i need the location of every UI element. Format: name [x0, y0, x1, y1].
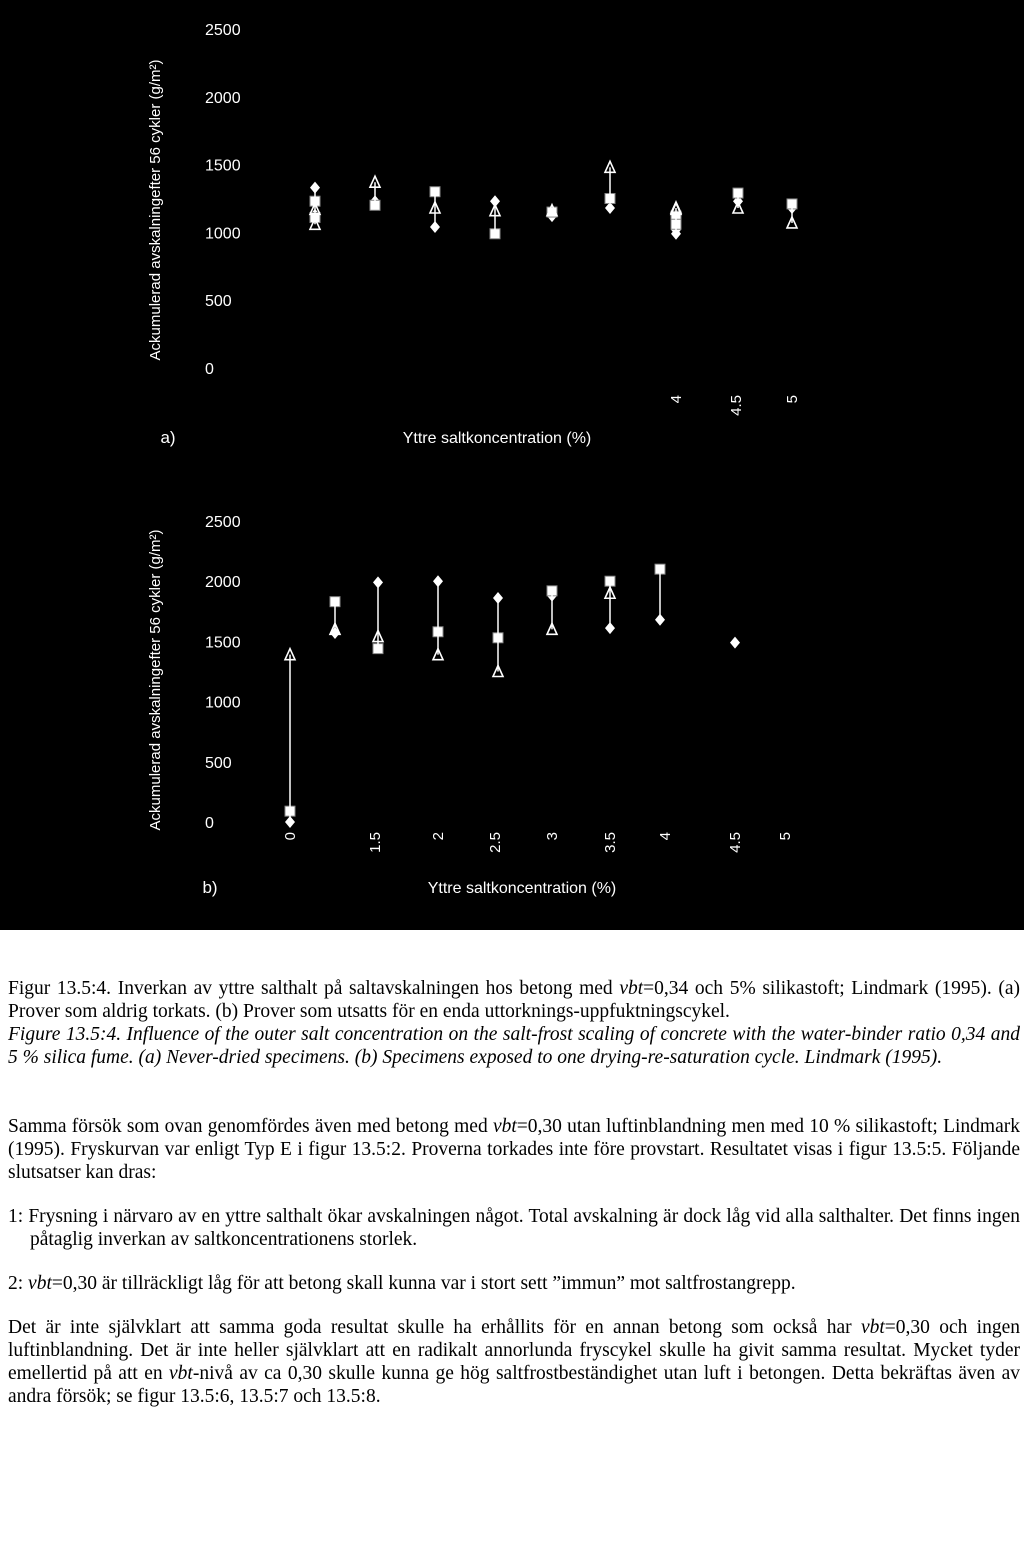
panel-a [147, 22, 801, 447]
caption-sv-vbt: vbt [619, 978, 644, 999]
item2-a: 2: [8, 1273, 29, 1294]
x-tick-label: 2 [430, 832, 447, 841]
x-tick-label: 4 [668, 395, 685, 404]
paragraph-1 [8, 1115, 1020, 1184]
y-tick-label: 2500 [205, 22, 241, 39]
x-tick-label: 1.5 [367, 832, 384, 853]
caption-sv-text: Inverkan av yttre salthalt på saltavskalningen hos betong med [117, 978, 613, 999]
x-tick-label: 4.5 [728, 395, 745, 416]
item2-b: =0,30 är tillräckligt låg för att betong skall kunna var i stort sett ”immun” mot saltfrostangrepp. [51, 1273, 796, 1294]
p2-b: =0,30 och ingen luftinblandning. Det är inte heller självklart att en radikalt annorlunda fryscykel skulle ha givit samma resultat. Mycket tyder emellertid på att en [8, 1317, 1020, 1384]
y-tick-label: 1000 [205, 225, 241, 243]
panel-label: b) [202, 878, 218, 897]
paragraph-2 [8, 1316, 1020, 1408]
caption-sv-text2: =0,34 och 5% silikastoft; Lindmark (1995). (a) Prover som aldrig torkats. (b) Prover som utsatts för en enda uttorknings-uppfuktningscykel. [8, 978, 1020, 1022]
p1-a: Samma försök som ovan genomfördes även med betong med [8, 1116, 493, 1137]
panel-label: a) [160, 428, 176, 447]
caption-swedish [8, 977, 1020, 1023]
list-item-1: 1: Frysning i närvaro av en yttre salthalt ökar avskalningen något. Total avskalning är dock låg vid alla salthalter. Det finns ingen påtaglig inverkan av saltkoncentrationens storlek. [8, 1206, 1020, 1250]
y-tick-label: 1500 [205, 634, 241, 652]
y-tick-label: 0 [205, 815, 214, 832]
y-tick-label: 2000 [205, 89, 241, 107]
text-block [8, 977, 1020, 1408]
y-tick-label: 2500 [205, 514, 241, 531]
y-tick-label: 0 [205, 361, 214, 378]
x-axis-label: Yttre saltkoncentration (%) [427, 880, 617, 897]
x-tick-label: 3 [544, 832, 561, 841]
y-tick-label: 500 [205, 293, 232, 311]
x-tick-label: 5 [777, 832, 794, 841]
p2-vbt-1: vbt [860, 1317, 885, 1338]
x-tick-label: 4.5 [727, 832, 744, 853]
y-tick-label: 2000 [205, 574, 241, 592]
caption-english: Figure 13.5:4. Influence of the outer salt concentration on the salt-frost scaling of concrete with the water-binder ratio 0,34 and 5 % silica fume. (a) Never-dried specimens. (b) Specimens exposed to one drying-re-saturation cycle. Lindmark (1995). [8, 1024, 1020, 1068]
y-axis-label: Ackumulerad avskalningefter 56 cykler (g/m²) [147, 529, 164, 831]
diamond-marker [730, 637, 740, 649]
y-tick-label: 1500 [205, 157, 241, 175]
list-item-2 [8, 1272, 1020, 1295]
x-tick-label: 3.5 [602, 832, 619, 853]
p2-vbt-2: vbt [169, 1363, 193, 1384]
p2-a: Det är inte självklart att samma goda resultat skulle ha erhållits för en annan betong som också har [8, 1317, 861, 1338]
y-tick-label: 500 [205, 754, 232, 772]
y-axis-label: Ackumulerad avskalningefter 56 cykler (g/m²) [147, 59, 164, 361]
p2-c: -nivå av ca 0,30 skulle kunna ge hög saltfrostbeständighet utan luft i betongen. Detta bekräftas även av andra försök; se figur 13.5:6, 13.5:7 och 13.5:8. [8, 1363, 1020, 1407]
x-tick-label: 0 [282, 832, 299, 841]
item2-vbt: vbt [28, 1273, 52, 1294]
panel-b [147, 514, 794, 897]
p1-vbt: vbt [492, 1116, 517, 1137]
x-tick-label: 5 [784, 395, 801, 404]
x-axis-label: Yttre saltkoncentration (%) [402, 430, 592, 447]
caption-sv-label: Figur 13.5:4. [8, 978, 112, 999]
x-tick-label: 4 [657, 832, 674, 841]
p1-b: =0,30 utan luftinblandning men med 10 % silikastoft; Lindmark (1995). Fryskurvan var enligt Typ E i figur 13.5:2. Proverna torkades inte före provstart. Resultatet visas i figur 13.5:5. Följande slutsatser kan dras: [8, 1116, 1020, 1183]
y-tick-label: 1000 [205, 694, 241, 712]
x-tick-label: 2.5 [487, 832, 504, 853]
